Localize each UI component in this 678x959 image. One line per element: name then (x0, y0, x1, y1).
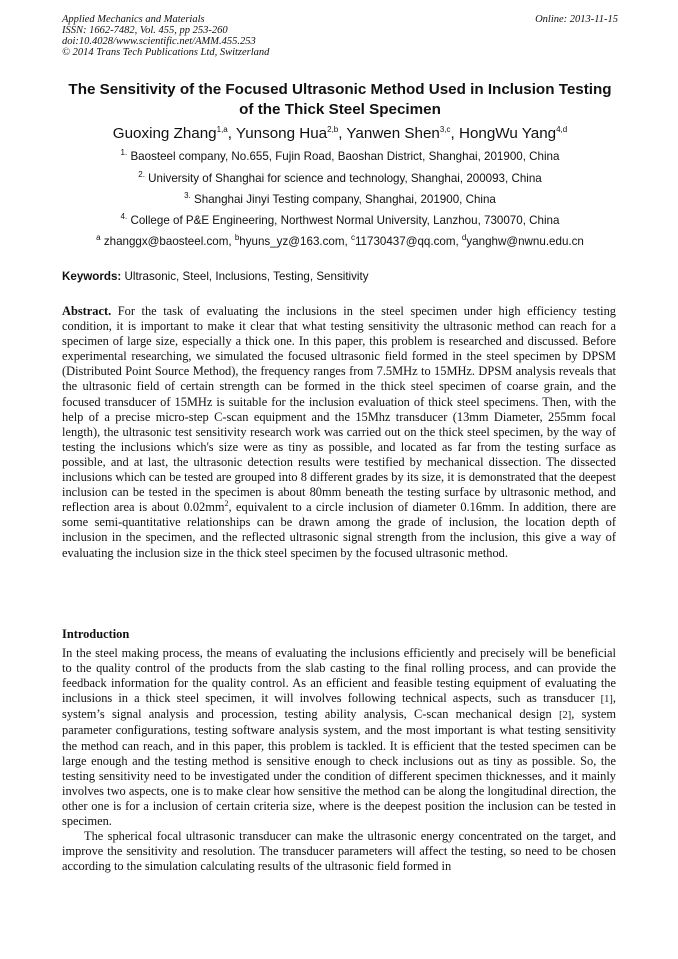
introduction-heading: Introduction (62, 627, 130, 641)
email-mark: c (350, 233, 355, 243)
affiliation-mark: 1. (120, 148, 128, 158)
affiliation-4 (62, 214, 618, 228)
author-separator: , (227, 125, 236, 142)
abstract-superscript: 2 (224, 499, 229, 509)
introduction-paragraph-1 (62, 646, 616, 829)
affiliation-text: Baosteel company, No.655, Fujin Road, Baoshan District, Shanghai, 201900, China (130, 150, 560, 163)
abstract-label: Abstract. (62, 304, 112, 318)
author-affiliation-mark: 1,a (216, 124, 228, 134)
online-date: Online: 2013-11-15 (535, 14, 618, 25)
author-separator: , (450, 125, 459, 142)
email-address[interactable]: 11730437@qq.com, (354, 235, 462, 248)
doi-line[interactable]: doi:10.4028/www.scientific.net/AMM.455.253 (62, 36, 256, 47)
email-address[interactable]: zhanggx@baosteel.com, (103, 235, 235, 248)
affiliation-text: College of P&E Engineering, Northwest Normal University, Lanzhou, 730070, China (130, 214, 560, 227)
journal-header (62, 14, 618, 58)
affiliation-mark: 4. (120, 212, 128, 222)
affiliation-1 (62, 150, 618, 164)
author-name: Yanwen Shen (346, 125, 440, 142)
keywords-label: Keywords: (62, 270, 122, 283)
introduction-body (62, 646, 616, 874)
abstract-text: For the task of evaluating the inclusions in the steel specimen under high efficiency testing condition, it is important to make it clear that what testing sensitivity the ultrasonic method can reach for a specimen of large size, especially a thick one. In this paper, this problem is researched and discussed. Before experimental researching, we simulated the focused ultrasonic field formed in the steel specimen by DPSM (Distributed Point Source Method), the frequency ranges from 7.5MHz to 15MHz. DPSM analysis reveals that the ultrasonic field of certain strength can be formed in the thick steel specimen of coarse grain, and the focused transducer of 15MHz is suitable for the inclusion evaluation of thick steel specimens. Then, with the help of a precise micro-step C-scan equipment and the 15Mhz transducer (13mm Diameter, 255mm focal length), the ultrasonic test sensitivity research work was carried out on the thick steel specimen, by the way of testing the inclusions which's size were as tiny as possible, and located as far from the testing surface as possible, and at last, the ultrasonic detection results were testified by mechanical dissection. The dissected inclusions which can be tested are grouped into 8 different grades by its size, it is demonstrated that the deepest inclusion can be tested in the specimen is about 80mm beneath the testing surface by ultrasonic method, and reflection area is about 0.02mm (62, 304, 616, 515)
copyright-line: © 2014 Trans Tech Publications Ltd, Switzerland (62, 47, 270, 58)
keywords (62, 270, 618, 284)
paragraph-text: , system parameter configurations, testing software analysis system, and the most important is what testing sensitivity the method can reach, and in this paper, this problem is tackled. It is efficient that the tested specimen can be large enough and the testing method is sensitive enough to check inclusions out as tiny as possible. So, the testing sensitivity need to be investigated under the condition of different specimen thicknesses, and it mainly involves two aspects, one is to make clear how sensitive the method can be along the longitudinal direction, the other one is for a inclusion of certain criteria size, where is the deepest position the inclusion can be tested in specimen. (62, 707, 616, 829)
citation-link[interactable]: [1] (600, 694, 613, 706)
paper-title: The Sensitivity of the Focused Ultrasonic Method Used in Inclusion Testing of the Thick Steel Specimen (68, 81, 612, 118)
keywords-text: Ultrasonic, Steel, Inclusions, Testing, Sensitivity (121, 270, 369, 283)
email-list (62, 235, 618, 249)
affiliation-2 (62, 172, 618, 186)
author-affiliation-mark: 3,c (439, 124, 451, 134)
author-separator: , (338, 125, 347, 142)
email-mark: d (461, 233, 467, 243)
author-name: Guoxing Zhang (112, 125, 217, 142)
issn-line: ISSN: 1662-7482, Vol. 455, pp 253-260 (62, 25, 228, 36)
affiliation-mark: 3. (184, 191, 191, 201)
email-mark: a (96, 233, 101, 243)
author-affiliation-mark: 2,b (327, 124, 339, 134)
author-list (62, 124, 618, 144)
affiliation-text: University of Shanghai for science and technology, Shanghai, 200093, China (148, 172, 542, 185)
abstract-text-continued: , equivalent to a circle inclusion of diameter 0.16mm. In addition, there are some semi-quantitative relationships can be drawn among the grade of inclusion, the location depth of inclusion in the specimen, and the reflected ultrasonic signal strength from the inclusion, this give a way of evaluating the inclusion size in the thick steel specimen by the focused ultrasonic method. (62, 500, 616, 560)
affiliation-text: Shanghai Jinyi Testing company, Shanghai, 201900, China (194, 193, 496, 206)
paragraph-text: , system’s signal analysis and procession, testing ability analysis, C-scan mechanical design (62, 691, 616, 722)
introduction-paragraph-2: The spherical focal ultrasonic transducer can make the ultrasonic energy concentrated on the target, and improve the sensitivity and resolution. The transducer parameters will affect the testing, so need to be chosen according to the simulation calculating results of the ultrasonic field formed in (62, 829, 616, 874)
email-mark: b (234, 233, 240, 243)
author-affiliation-mark: 4,d (556, 124, 568, 134)
abstract (62, 304, 616, 561)
email-address[interactable]: yanghw@nwnu.edu.cn (466, 235, 584, 248)
journal-name: Applied Mechanics and Materials (62, 14, 205, 25)
affiliation-mark: 2. (138, 170, 145, 180)
affiliation-3 (62, 193, 618, 207)
citation-link[interactable]: [2] (558, 710, 572, 722)
author-name: Yunsong Hua (235, 125, 328, 142)
paragraph-text: In the steel making process, the means of evaluating the inclusions efficiently and precisely will be beneficial to the quality control of the products from the slab casting to the final rolling process, and can provide the feedback information for the quality control. As an efficient and feasible testing equipment of evaluating the inclusions in a thick steel specimen, it will involves following technical aspects, such as transducer (62, 646, 616, 706)
email-address[interactable]: hyuns_yz@163.com, (239, 235, 351, 248)
author-name: HongWu Yang (459, 125, 557, 142)
